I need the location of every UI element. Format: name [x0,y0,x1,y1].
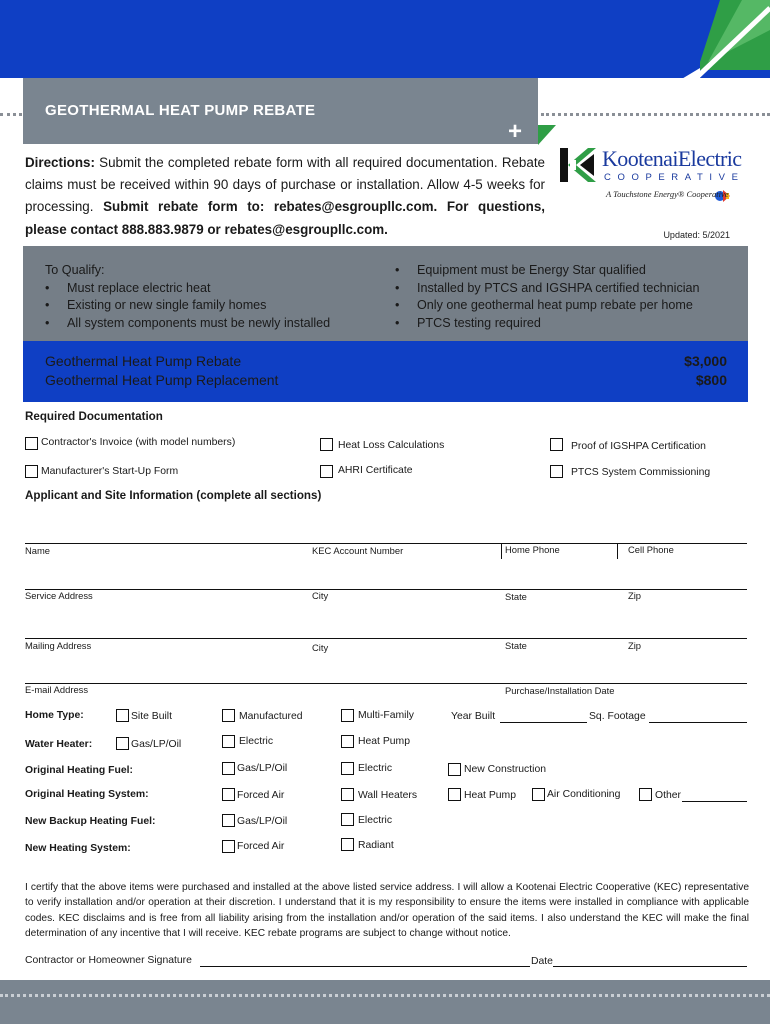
checkbox-water-electric[interactable] [222,735,235,748]
qualify-item [395,280,700,298]
checkbox-heat-loss[interactable] [320,438,333,451]
directions-text [25,152,545,241]
checkbox-ahri[interactable] [320,465,333,478]
checkbox-label: Wall Heaters [358,790,418,801]
field-label: Home Phone [505,544,560,555]
directions-contact: please contact 888.883.9879 or rebates@esgroupllc.com. [25,221,388,237]
checkbox-label: Manufacturer's Start-Up Form [41,466,179,477]
date-field[interactable] [553,966,747,967]
qualify-item [45,280,330,298]
checkbox-orig-wall-heaters[interactable] [341,788,354,801]
checkbox-orig-fuel-electric[interactable] [341,762,354,775]
checkbox-label: PTCS System Commissioning [571,467,711,478]
qualify-title: To Qualify: [45,263,105,277]
logo-tagline: A Touchstone Energy® Cooperative [606,189,729,199]
field-label: Purchase/Installation Date [505,685,615,696]
qualify-item-text: Must replace electric heat [67,280,211,295]
field-label: State [505,640,527,651]
checkbox-label: Electric [239,736,274,747]
sq-footage-label: Sq. Footage [589,711,646,722]
rebate-names [45,352,278,390]
checkbox-multi-family[interactable] [341,709,354,722]
qualify-item [45,297,330,315]
checkbox-label: Heat Pump [358,736,410,747]
qualify-item-text: All system components must be newly installed [67,315,331,330]
checkbox-new-construction[interactable] [448,763,461,776]
signature-field[interactable] [200,966,530,967]
orig-system-label: Original Heating System: [25,789,149,800]
checkbox-orig-air-conditioning[interactable] [532,788,545,801]
footer-dotted-rule [0,994,770,997]
field-divider [617,543,618,559]
corner-accent-graphic [680,0,770,80]
qualify-list-right [395,262,700,332]
checkbox-orig-fuel-gas[interactable] [222,762,235,775]
checkbox-label: Manufactured [239,711,303,722]
field-label: Zip [628,640,642,651]
checkbox-label: Electric [358,763,393,774]
checkbox-water-heat-pump[interactable] [341,735,354,748]
mailing-address-field[interactable] [25,638,747,639]
checkbox-label: Site Built [131,711,173,722]
checkbox-startup-form[interactable] [25,465,38,478]
checkbox-label: Forced Air [237,790,285,801]
rebate-name: Geothermal Heat Pump Replacement [45,372,279,388]
rebate-amounts [600,352,727,390]
field-divider [501,543,502,559]
checkbox-contractors-invoice[interactable] [25,437,38,450]
field-label: Name [25,545,51,556]
orig-fuel-label: Original Heating Fuel: [25,765,133,776]
logo-subtitle: COOPERATIVE [604,172,745,183]
checkbox-label: Gas/LP/Oil [237,816,288,827]
checkbox-water-gas[interactable] [116,737,129,750]
field-label: City [312,642,329,653]
dotted-rule [0,113,22,116]
qualify-item-text: Installed by PTCS and IGSHPA certified technician [417,280,700,295]
applicant-heading: Applicant and Site Information (complete all sections) [25,489,322,502]
bullet: • [395,298,400,312]
bullet: • [45,298,50,312]
checkbox-manufactured[interactable] [222,709,235,722]
new-system-label: New Heating System: [25,843,131,854]
home-type-label: Home Type: [25,710,84,721]
bullet: • [45,280,50,295]
checkbox-label: Contractor's Invoice (with model numbers) [41,437,236,448]
checkbox-new-forced-air[interactable] [222,840,235,853]
other-system-field[interactable] [682,801,747,802]
checkbox-backup-electric[interactable] [341,813,354,826]
rebate-amount: $3,000 [684,353,727,369]
bullet: • [395,315,400,330]
checkbox-label: Electric [358,815,393,826]
field-label: Cell Phone [628,544,674,555]
backup-fuel-label: New Backup Heating Fuel: [25,816,156,827]
checkbox-site-built[interactable] [116,709,129,722]
field-label: KEC Account Number [312,545,404,556]
checkbox-label: Radiant [358,840,394,851]
checkbox-label: Multi-Family [358,710,414,721]
checkbox-label: Forced Air [237,841,285,852]
directions-label: Directions: [25,155,95,170]
checkbox-label: Other [655,790,681,801]
checkbox-orig-other[interactable] [639,788,652,801]
qualify-item-text: Existing or new single family homes [67,298,267,312]
checkbox-orig-forced-air[interactable] [222,788,235,801]
plus-icon: + [508,118,523,145]
bullet: • [45,315,50,330]
checkbox-igshpa[interactable] [550,438,563,451]
email-field[interactable] [25,683,747,684]
checkbox-label: Heat Pump [464,790,516,801]
qualify-item [395,297,700,315]
checkbox-label: AHRI Certificate [338,465,413,476]
logo-wordmark: KootenaiElectric [602,146,742,171]
checkbox-orig-heat-pump[interactable] [448,788,461,801]
checkbox-label: New Construction [464,764,547,775]
qualify-item-text: Equipment must be Energy Star qualified [417,263,646,277]
field-label: City [312,590,329,601]
date-label: Date [531,956,553,967]
qualify-item [45,315,330,333]
bullet: • [395,263,400,277]
checkbox-new-radiant[interactable] [341,838,354,851]
directions-submit: Submit rebate form to: rebates@esgroupllc.com. For questions, [103,199,545,215]
checkbox-label: Gas/LP/Oil [237,763,288,774]
field-label: Service Address [25,590,93,601]
rebate-name: Geothermal Heat Pump Rebate [45,353,242,369]
corner-triangle-graphic [538,125,556,145]
signature-label: Contractor or Homeowner Signature [25,955,192,966]
checkbox-label: Air Conditioning [547,789,621,800]
water-heater-label: Water Heater: [25,739,93,750]
dotted-rule [541,113,770,116]
field-label: E-mail Address [25,684,89,695]
updated-date: Updated: 5/2021 [663,230,730,240]
checkbox-ptcs[interactable] [550,465,563,478]
checkbox-label: Gas/LP/Oil [131,739,182,750]
qualify-item-text: Only one geothermal heat pump rebate per home [417,298,693,312]
header-band [0,0,770,78]
checkbox-label: Heat Loss Calculations [338,440,445,451]
field-label: State [505,591,527,602]
year-built-field[interactable] [500,722,587,723]
page-title: GEOTHERMAL HEAT PUMP REBATE [45,102,316,119]
bullet: • [395,280,400,295]
qualify-item [395,315,700,333]
required-docs-heading: Required Documentation [25,410,163,423]
checkbox-label: Proof of IGSHPA Certification [571,441,706,452]
qualify-item [395,262,700,280]
year-built-label: Year Built [451,711,496,722]
field-label: Mailing Address [25,640,92,651]
directions-body: Submit the completed rebate form with all required documentation. Rebate claims must be received within 90 days of purchase or installation. Allow 4-5 weeks for processing. [25,155,545,215]
qualify-list-left [45,262,330,332]
field-label: Zip [628,590,642,601]
qualify-item-text: PTCS testing required [417,315,541,330]
rebate-amount: $800 [695,372,727,388]
checkbox-backup-gas[interactable] [222,814,235,827]
footer-band [0,980,770,1024]
certification-text: I certify that the above items were purchased and installed at the above listed service address. I will allow a Kootenai Electric Cooperative (KEC) representative to verify installation and/or operation at their discretion. I understand that it is my responsibility to ensure the items were installed in compliance with applicable codes. KEC disclaims and is free from all liability arising from the installation and/or operation of the said items. I also understand the KEC will make the final determination of any incentive that I will receive. KEC rebate programs are subject to change without notice. [25,882,749,940]
sq-footage-field[interactable] [649,722,747,723]
